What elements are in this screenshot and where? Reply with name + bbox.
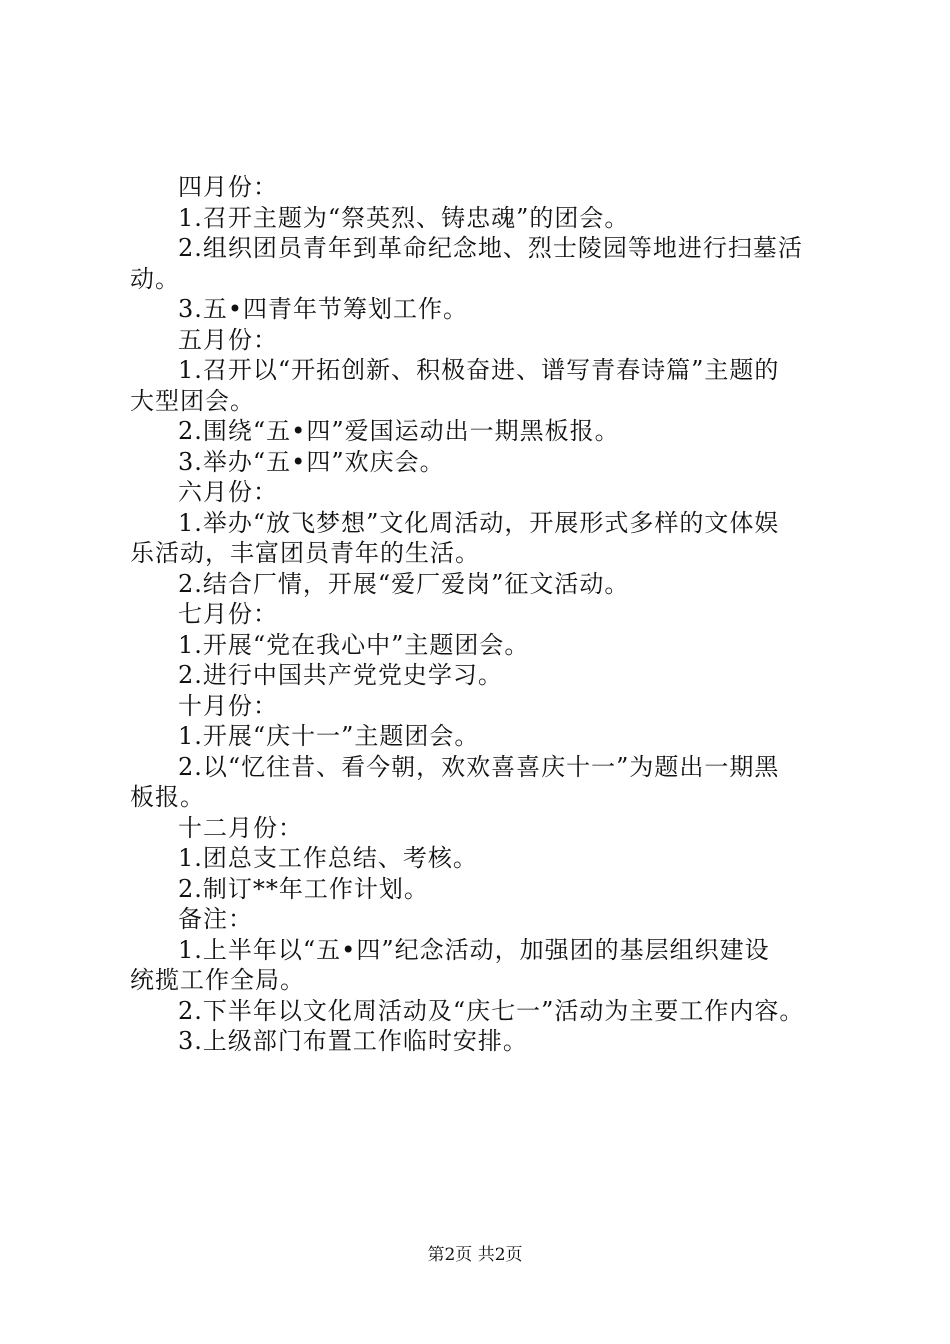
page-footer: 第2页 共2页 (427, 1245, 523, 1265)
paragraph-line: 大型团会。 (130, 386, 255, 415)
paragraph-line: 2.下半年以文化周活动及“庆七一”活动为主要工作内容。 (178, 996, 805, 1025)
paragraph-line: 2.组织团员青年到革命纪念地、烈士陵园等地进行扫墓活 (178, 234, 803, 262)
paragraph-line: 1.召开以“开拓创新、积极奋进、谱写青春诗篇”主题的 (178, 356, 780, 384)
paragraph-line: 1.举办“放飞梦想”文化周活动，开展形式多样的文体娱 (178, 508, 780, 537)
paragraph-line: 七月份： (178, 600, 278, 628)
paragraph-line: 四月份： (178, 173, 278, 201)
paragraph-line: 六月份： (178, 478, 278, 506)
paragraph-line: 十二月份： (178, 813, 303, 842)
paragraph-line: 备注： (178, 905, 253, 933)
paragraph-line: 2.以“忆往昔、看今朝，欢欢喜喜庆十一”为题出一期黑 (178, 752, 780, 781)
document-body (130, 172, 830, 1057)
paragraph-line: 2.结合厂情，开展“爱厂爱岗”征文活动。 (178, 569, 630, 598)
paragraph-line: 2.制订**年工作计划。 (178, 874, 429, 903)
paragraph-line: 十月份： (178, 691, 278, 720)
paragraph-line: 动。 (130, 264, 180, 293)
paragraph-line: 3.上级部门布置工作临时安排。 (178, 1027, 528, 1055)
paragraph-line: 1.上半年以“五•四”纪念活动，加强团的基层组织建设 (178, 935, 770, 964)
paragraph-line: 1.团总支工作总结、考核。 (178, 844, 478, 872)
paragraph-line: 3.五•四青年节筹划工作。 (178, 295, 469, 323)
paragraph-line: 乐活动，丰富团员青年的生活。 (130, 539, 480, 567)
paragraph-line: 2.进行中国共产党党史学习。 (178, 661, 503, 689)
paragraph-line: 板报。 (130, 783, 205, 811)
paragraph-line: 2.围绕“五•四”爱国运动出一期黑板报。 (178, 417, 620, 445)
paragraph-line: 五月份： (178, 325, 278, 354)
paragraph-line: 统揽工作全局。 (130, 966, 305, 994)
paragraph-line: 1.开展“党在我心中”主题团会。 (178, 630, 530, 659)
paragraph-line: 1.开展“庆十一”主题团会。 (178, 722, 480, 750)
paragraph-line: 1.召开主题为“祭英烈、铸忠魂”的团会。 (178, 203, 630, 232)
paragraph-line: 3.举办“五•四”欢庆会。 (178, 447, 445, 476)
